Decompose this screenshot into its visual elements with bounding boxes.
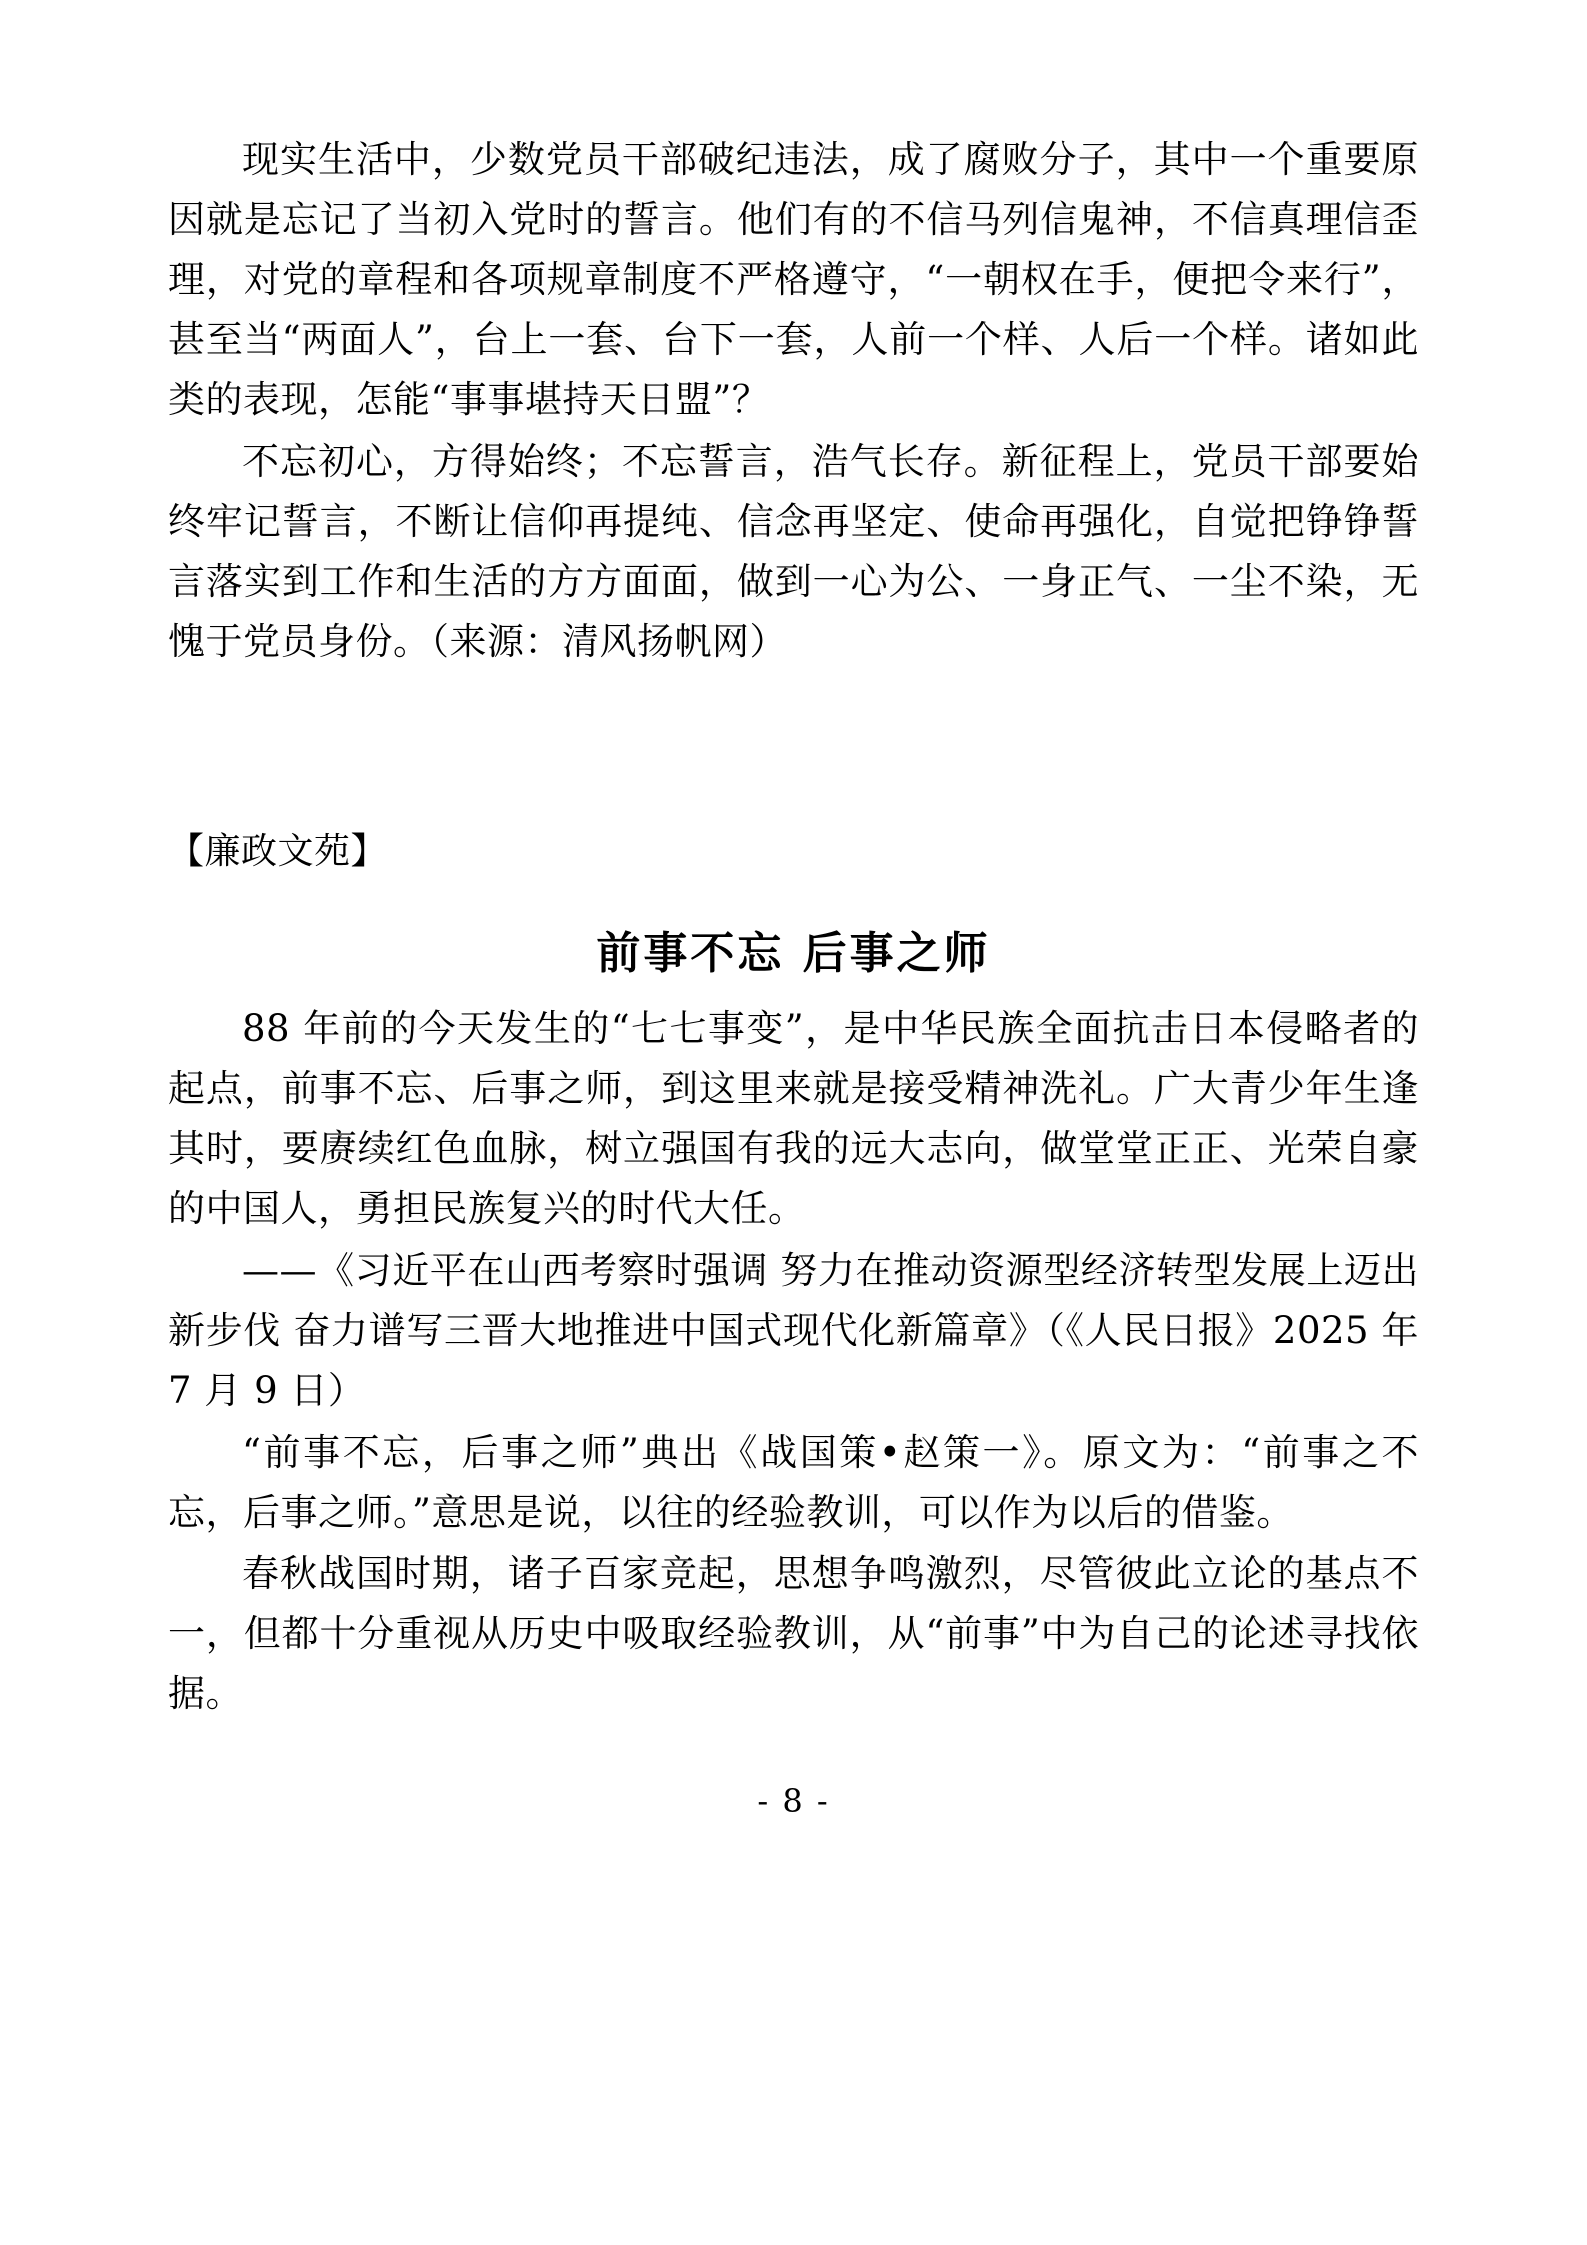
paragraph-citation: ——《习近平在山西考察时强调 努力在推动资源型经济转型发展上迈出新步伐 奋力谱写三晋大地推进中国式现代化新篇章》（《人民日报》2025 年 7 月 9 日） — [168, 1248, 1419, 1412]
paragraph: 现实生活中，少数党员干部破纪违法，成了腐败分子，其中一个重要原因就是忘记了当初入党时的誓言。他们有的不信马列信鬼神，不信真理信歪理，对党的章程和各项规章制度不严格遵守，“一朝权在手，便把令来行”，甚至当“两面人”，台上一套、台下一套，人前一个样、人后一个样。诸如此类的表现，怎能“事事堪持天日盟”？ — [168, 138, 1419, 421]
section-spacer — [168, 673, 1419, 823]
article-body — [168, 999, 1419, 1724]
section-label: 【廉政文苑】 — [168, 831, 388, 873]
top-section — [168, 130, 1419, 671]
paragraph: 不忘初心，方得始终；不忘誓言，浩气长存。新征程上，党员干部要始终牢记誓言，不断让信仰再提纯、信念再坚定、使命再强化，自觉把铮铮誓言落实到工作和生活的方方面面，做到一心为公、一身正气、一尘不染，无愧于党员身份。（来源：清风扬帆网） — [168, 439, 1419, 663]
paragraph: 88 年前的今天发生的“七七事变”，是中华民族全面抗击日本侵略者的起点，前事不忘、后事之师，到这里来就是接受精神洗礼。广大青少年生逢其时，要赓续红色血脉，树立强国有我的远大志向，做堂堂正正、光荣自豪的中国人，勇担民族复兴的时代大任。 — [168, 1007, 1419, 1230]
paragraph: 春秋战国时期，诸子百家竞起，思想争鸣激烈，尽管彼此立论的基点不一，但都十分重视从历史中吸取经验教训，从“前事”中为自己的论述寻找依据。 — [168, 1552, 1419, 1716]
article-title: 前事不忘 后事之师 — [596, 928, 991, 980]
paragraph: “前事不忘，后事之师”典出《战国策•赵策一》。原文为：“前事之不忘，后事之师。”意思是说，以往的经验教训，可以作为以后的借鉴。 — [168, 1430, 1419, 1534]
page-number: - 8 - — [757, 1782, 830, 1821]
